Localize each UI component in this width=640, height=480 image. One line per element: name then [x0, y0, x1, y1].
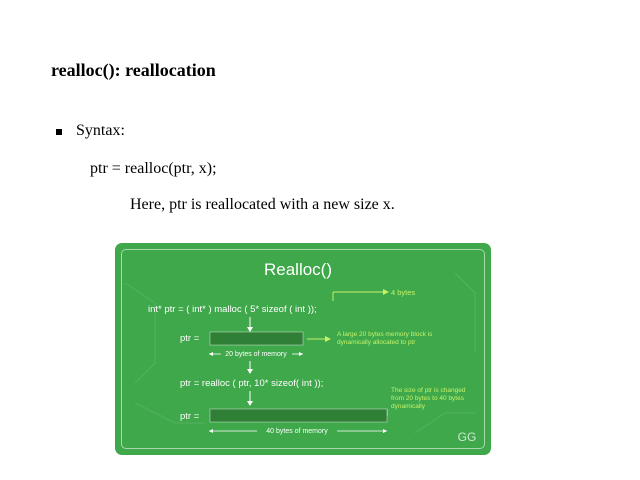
diagram-canvas [115, 243, 491, 455]
size-2-right-arrow-icon [383, 429, 387, 433]
note-1-arrowhead-icon [325, 336, 331, 342]
note-2-line-2: from 20 bytes to 40 bytes [391, 395, 464, 402]
syntax-bullet [56, 122, 125, 140]
slide-title: realloc(): reallocation [51, 60, 216, 80]
four-bytes-label: 4 bytes [391, 288, 416, 297]
square-bullet-icon [56, 129, 62, 135]
syntax-label: Syntax: [76, 122, 125, 139]
size-1-right-arrow-icon [299, 352, 303, 356]
note-1-line-2: dynamically allocated to ptr [337, 339, 416, 346]
four-bytes-arrowhead-icon [383, 289, 389, 295]
down-arrow-3-icon [247, 401, 253, 406]
syntax-explanation: Here, ptr is reallocated with a new size x. [130, 196, 395, 213]
syntax-code: ptr = realloc(ptr, x); [90, 160, 217, 177]
note-1-line-1: A large 20 bytes memory block is [337, 331, 433, 338]
realloc-diagram [115, 243, 491, 455]
size-2-label: 40 bytes of memory [266, 428, 328, 435]
malloc-statement: int* ptr = ( int* ) malloc ( 5* sizeof ( int )); [148, 304, 317, 315]
down-arrow-2-icon [247, 369, 253, 374]
brand-logo: GG [457, 430, 477, 444]
note-2-line-3: dynamically [391, 403, 425, 410]
size-1-label: 20 bytes of memory [225, 351, 287, 358]
diagram-heading: Realloc() [263, 260, 333, 279]
memory-block-20 [210, 332, 303, 345]
note-2-line-1: The size of ptr is changed [391, 387, 466, 394]
down-arrow-1-icon [247, 327, 253, 332]
ptr-label-1: ptr = [180, 333, 200, 344]
ptr-label-2: ptr = [180, 411, 200, 422]
memory-block-40 [210, 409, 387, 422]
realloc-statement: ptr = realloc ( ptr, 10* sizeof( int )); [180, 378, 324, 389]
